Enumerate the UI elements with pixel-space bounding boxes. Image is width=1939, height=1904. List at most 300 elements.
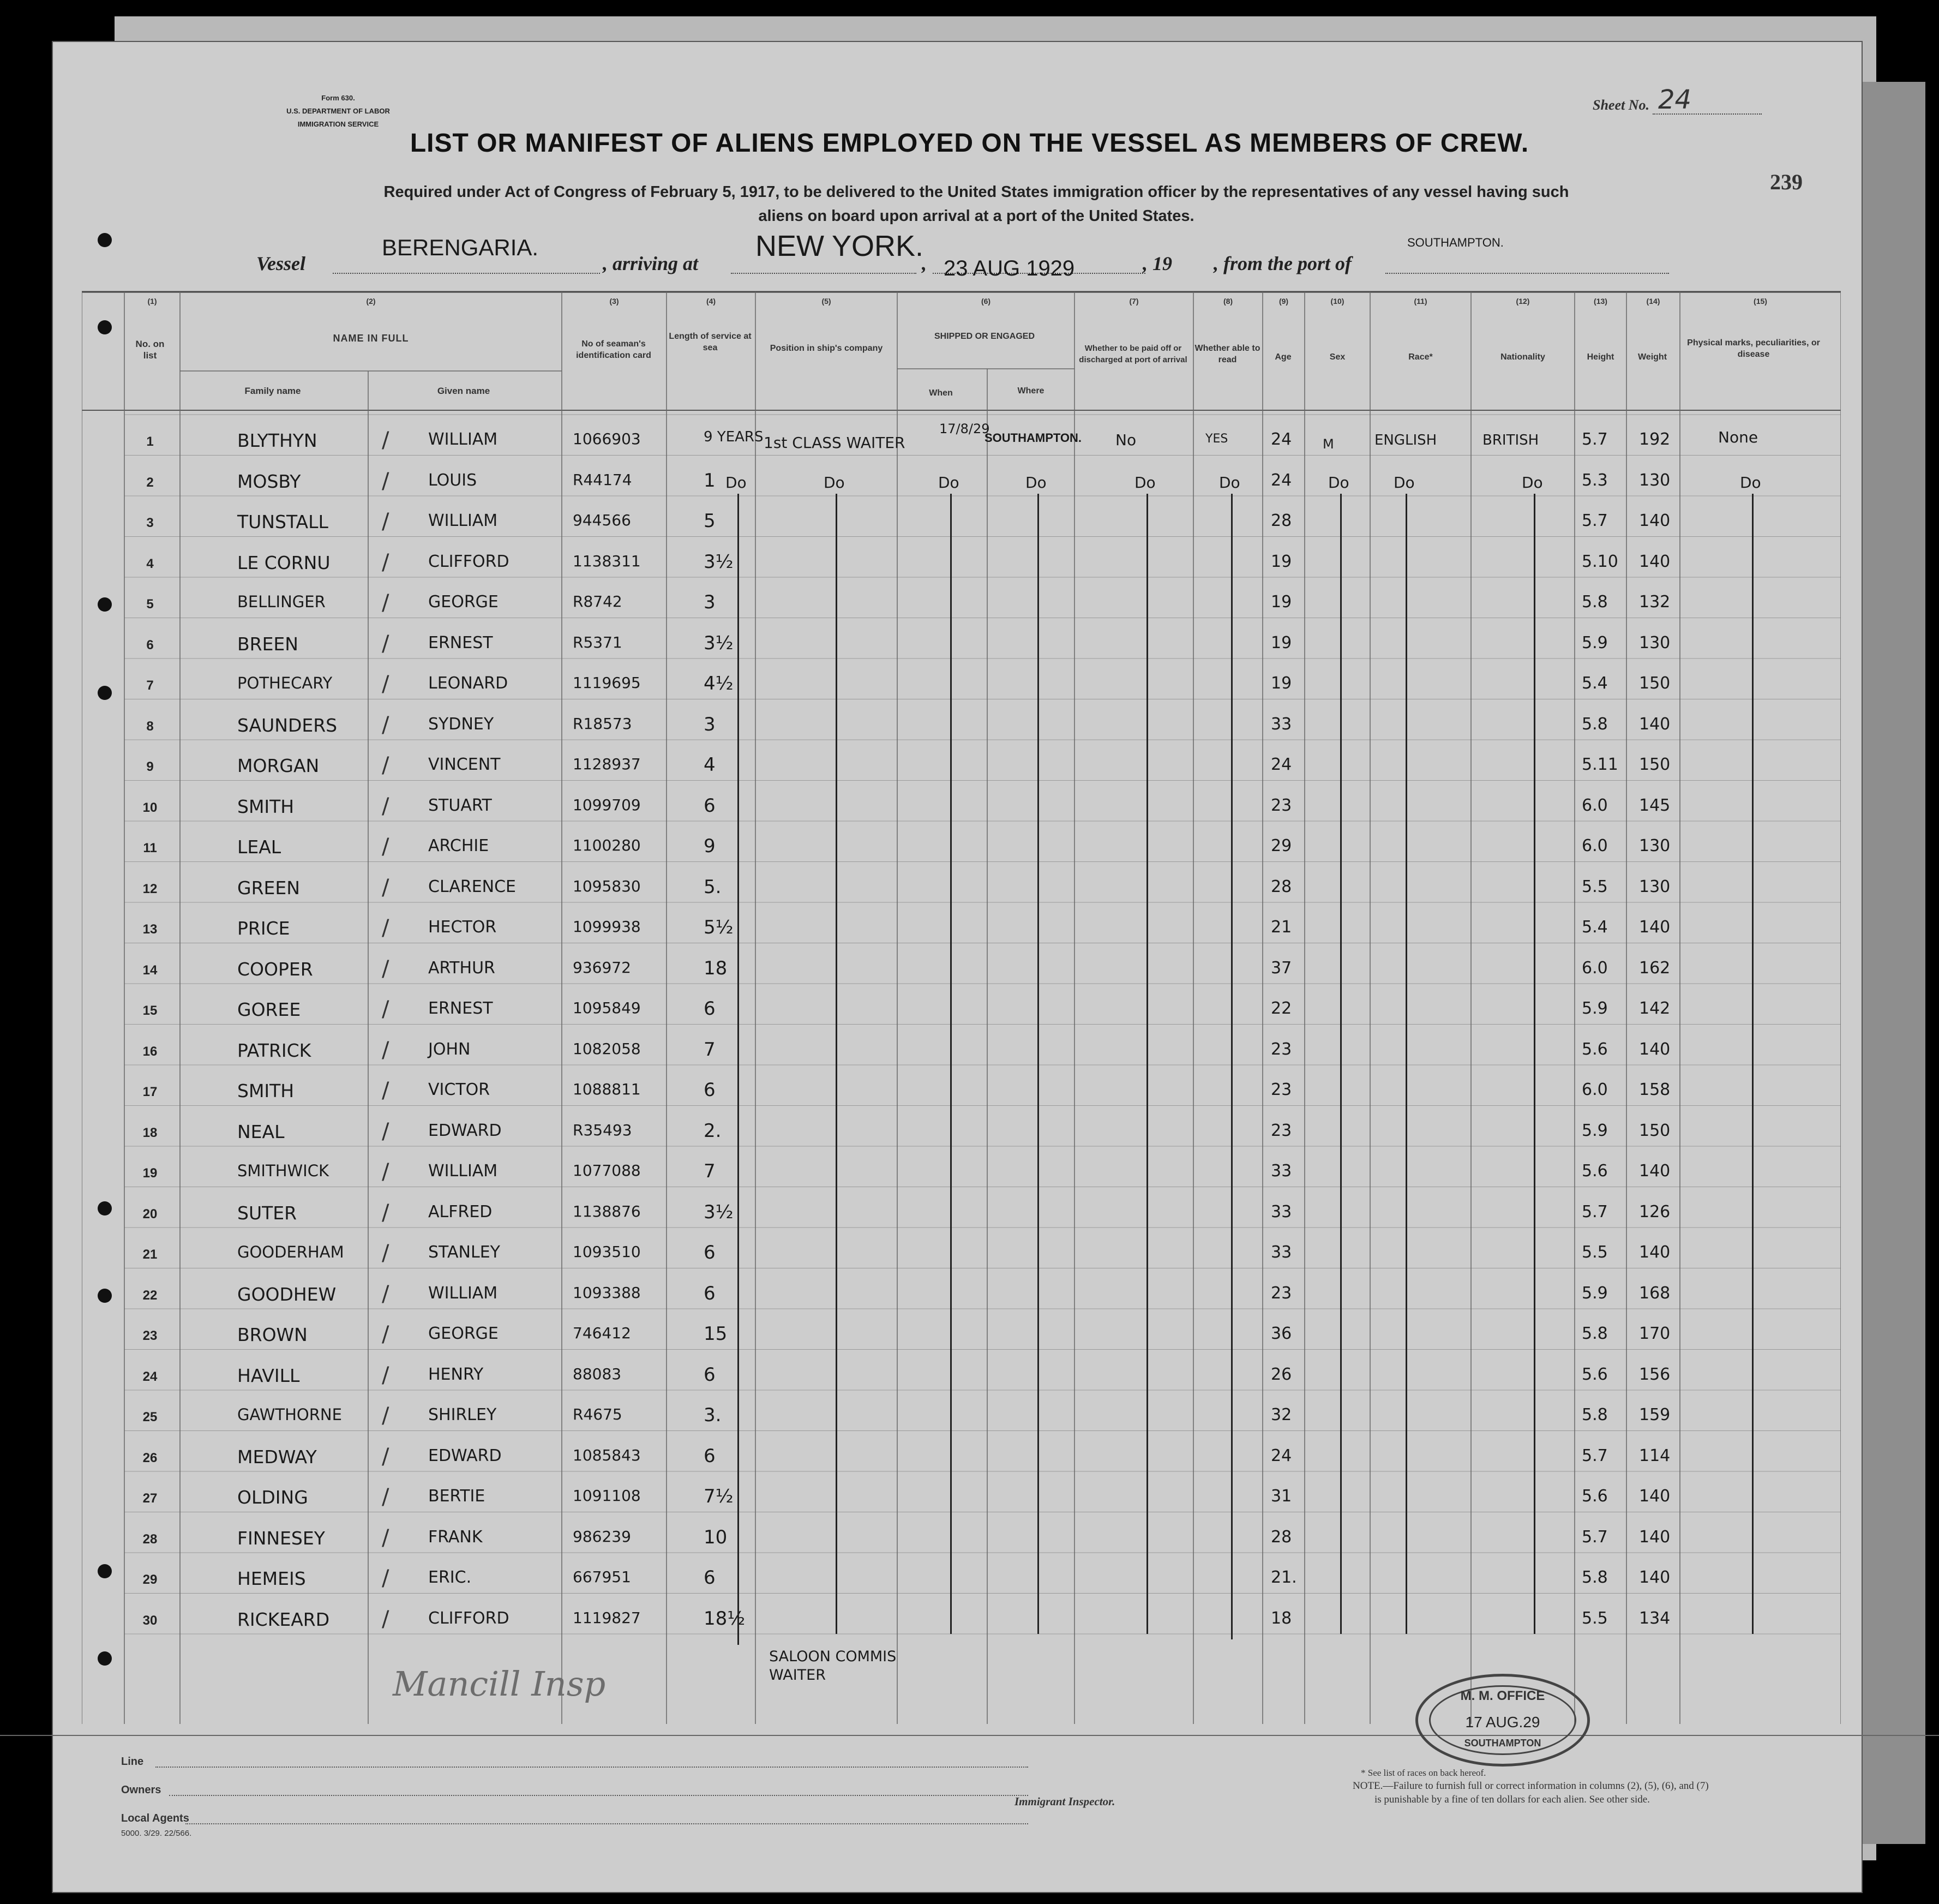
- ditto-mark: Do: [1740, 474, 1761, 492]
- weight: 130: [1639, 877, 1671, 896]
- given-name: VINCENT: [428, 755, 501, 774]
- weight: 130: [1639, 836, 1671, 855]
- length-of-service: 6: [704, 1445, 716, 1467]
- given-name: ERIC.: [428, 1568, 472, 1587]
- height: 5.8: [1582, 1405, 1608, 1424]
- length-of-service: 6: [704, 1079, 716, 1101]
- row-number: 30: [142, 1613, 158, 1628]
- weight: 168: [1639, 1283, 1671, 1303]
- family-name: COOPER: [237, 958, 313, 980]
- weight: 145: [1639, 795, 1671, 815]
- col-header-no-on-list: No. on list: [135, 339, 165, 361]
- row-number: 24: [142, 1369, 158, 1384]
- given-name: BERTIE: [428, 1487, 485, 1506]
- length-of-service: 6: [704, 998, 716, 1020]
- weight: 150: [1639, 755, 1671, 774]
- given-name: ARTHUR: [428, 958, 495, 978]
- age: 23: [1271, 1121, 1292, 1140]
- subtitle-line-1: Required under Act of Congress of February 5, 1917, to be delivered to the United States immigration officer by the representatives of any vessel having such: [383, 183, 1569, 201]
- page-number: 239: [1770, 170, 1803, 194]
- age: 24: [1271, 1446, 1292, 1465]
- row1-physical: None: [1718, 428, 1758, 446]
- check-mark: /: [382, 590, 389, 615]
- ditto-stroke: [1146, 494, 1148, 1634]
- age: 19: [1271, 552, 1292, 571]
- row1-position: 1st CLASS WAITER: [764, 434, 905, 452]
- row1-when: 17/8/29: [939, 421, 990, 436]
- height: 5.8: [1582, 714, 1608, 734]
- sheet-number-label: Sheet No.: [1593, 97, 1649, 113]
- family-name: BROWN: [237, 1324, 308, 1345]
- ditto-stroke: [836, 494, 837, 1634]
- footer-note-line-2: is punishable by a fine of ten dollars for each alien. See other side.: [1374, 1794, 1650, 1805]
- vessel-value: BERENGARIA.: [382, 235, 539, 260]
- weight: 130: [1639, 470, 1671, 490]
- family-name: PATRICK: [237, 1039, 311, 1061]
- stamp-date: 17 AUG.29: [1465, 1714, 1540, 1731]
- id-card-number: 1099938: [573, 918, 641, 936]
- row1-able-read: YES: [1205, 432, 1228, 446]
- family-name: SMITH: [237, 795, 295, 817]
- height: 5.7: [1582, 511, 1608, 530]
- col-header-family-name: Family name: [244, 386, 301, 396]
- length-of-service: 5: [704, 510, 716, 532]
- id-card-number: R18573: [573, 714, 632, 733]
- weight: 150: [1639, 674, 1671, 693]
- column-number: (1): [147, 297, 157, 306]
- given-name: GEORGE: [428, 592, 499, 612]
- subtitle-line-2: aliens on board upon arrival at a port of the United States.: [758, 207, 1194, 225]
- given-name: CLARENCE: [428, 877, 517, 896]
- col-header-nationality: Nationality: [1500, 352, 1545, 362]
- check-mark: /: [382, 631, 389, 656]
- given-name: FRANK: [428, 1527, 483, 1547]
- footer-line-underline: [155, 1767, 1028, 1768]
- height: 5.9: [1582, 999, 1608, 1018]
- given-name: WILLIAM: [428, 1161, 498, 1181]
- binder-hole: [98, 233, 112, 247]
- given-name: WILLIAM: [428, 430, 498, 449]
- footer-local-agents-label: Local Agents: [121, 1812, 189, 1824]
- id-card-number: R8742: [573, 592, 622, 610]
- check-mark: /: [382, 875, 389, 900]
- column-number: (8): [1223, 297, 1233, 306]
- check-mark: /: [382, 1118, 389, 1144]
- check-mark: /: [382, 672, 389, 697]
- family-name: MOSBY: [237, 470, 301, 492]
- height: 5.9: [1582, 633, 1608, 652]
- row-number: 22: [142, 1288, 158, 1303]
- height: 5.7: [1582, 1446, 1608, 1465]
- age: 33: [1271, 1202, 1292, 1222]
- family-name: FINNESEY: [237, 1527, 325, 1549]
- length-of-service: 4: [704, 754, 716, 776]
- ditto-stroke: [1406, 494, 1407, 1634]
- age: 26: [1271, 1364, 1292, 1384]
- family-name: SMITH: [237, 1080, 295, 1101]
- age: 22: [1271, 999, 1292, 1018]
- row-number: 13: [142, 922, 158, 937]
- height: 5.5: [1582, 1608, 1608, 1628]
- check-mark: /: [382, 1078, 389, 1103]
- row-number: 28: [142, 1531, 158, 1547]
- check-mark: /: [382, 1281, 389, 1307]
- height: 5.6: [1582, 1364, 1608, 1384]
- row-number: 17: [142, 1085, 158, 1099]
- footer-owners-label: Owners: [121, 1784, 161, 1796]
- given-name: STUART: [428, 795, 492, 815]
- length-of-service: 3.: [704, 1404, 722, 1426]
- height: 5.6: [1582, 1487, 1608, 1506]
- given-name: STANLEY: [428, 1243, 500, 1262]
- check-mark: /: [382, 753, 389, 778]
- vessel-label: Vessel: [256, 253, 305, 274]
- length-of-service: 6: [704, 1363, 716, 1386]
- id-card-number: R35493: [573, 1121, 632, 1139]
- weight: 140: [1639, 1527, 1671, 1547]
- family-name: HAVILL: [237, 1364, 300, 1386]
- id-card-number: 88083: [573, 1364, 622, 1383]
- check-mark: /: [382, 956, 389, 981]
- height: 6.0: [1582, 1080, 1608, 1099]
- given-name: LOUIS: [428, 470, 477, 490]
- family-name: SMITHWICK: [237, 1161, 329, 1180]
- manifest-subtitle: [240, 180, 1713, 228]
- row-number: 21: [142, 1247, 158, 1262]
- row-number: 18: [142, 1125, 158, 1140]
- column-number: (4): [706, 297, 716, 306]
- stamp-office: M. M. OFFICE: [1460, 1689, 1545, 1703]
- check-mark: /: [382, 997, 389, 1022]
- ditto-mark: Do: [1219, 474, 1240, 492]
- height: 5.8: [1582, 1324, 1608, 1343]
- footer-rule: [0, 1735, 1939, 1736]
- col-header-sex: Sex: [1329, 352, 1346, 362]
- ditto-stroke: [737, 494, 739, 1645]
- row-number: 5: [146, 597, 154, 612]
- weight: 140: [1639, 552, 1671, 571]
- age: 37: [1271, 958, 1292, 978]
- col-header-given-name: Given name: [437, 386, 490, 396]
- given-name: ERNEST: [428, 999, 493, 1018]
- id-card-number: 1093388: [573, 1283, 641, 1302]
- footer-line-label: Line: [121, 1756, 144, 1768]
- family-name: MEDWAY: [237, 1446, 317, 1468]
- length-of-service: 3½: [704, 550, 734, 573]
- length-of-service: 6: [704, 1242, 716, 1264]
- height: 5.9: [1582, 1283, 1608, 1303]
- age: 24: [1271, 430, 1292, 449]
- column-number: (5): [821, 297, 831, 306]
- row-number: 20: [142, 1206, 158, 1222]
- given-name: EDWARD: [428, 1121, 502, 1140]
- age: 19: [1271, 592, 1292, 612]
- height: 5.10: [1582, 552, 1618, 571]
- row30-position: SALOON COMMIS WAITER: [769, 1648, 897, 1684]
- age: 23: [1271, 1283, 1292, 1303]
- arrival-date-stamp: 23 AUG 1929: [944, 256, 1075, 280]
- manifest-grid: [82, 289, 1841, 1724]
- family-name: GOODHEW: [237, 1283, 337, 1305]
- column-number: (2): [366, 297, 376, 306]
- row-number: 29: [142, 1572, 158, 1587]
- weight: 130: [1639, 633, 1671, 652]
- check-mark: /: [382, 1566, 389, 1591]
- check-mark: /: [382, 1403, 389, 1428]
- column-number: (7): [1129, 297, 1139, 306]
- given-name: EDWARD: [428, 1446, 502, 1465]
- vessel-underline: [333, 273, 600, 274]
- id-card-number: 1082058: [573, 1039, 641, 1058]
- row-number: 25: [142, 1410, 158, 1424]
- id-card-number: 1077088: [573, 1161, 641, 1179]
- weight: 140: [1639, 918, 1671, 937]
- id-card-number: 1138876: [573, 1202, 641, 1220]
- age: 24: [1271, 755, 1292, 774]
- weight: 192: [1639, 430, 1671, 449]
- weight: 159: [1639, 1405, 1671, 1424]
- row1-paid-off: No: [1115, 431, 1137, 449]
- service-label: IMMIGRATION SERVICE: [297, 120, 379, 128]
- form-number: Form 630.: [321, 94, 355, 102]
- ditto-mark: Do: [1522, 474, 1543, 492]
- id-card-number: 1091108: [573, 1487, 641, 1505]
- length-of-service: 7: [704, 1038, 716, 1061]
- ditto-mark: Do: [824, 474, 845, 492]
- given-name: CLIFFORD: [428, 552, 509, 571]
- ditto-stroke: [1534, 494, 1535, 1634]
- ditto-stroke: [1037, 494, 1039, 1634]
- height: 5.3: [1582, 470, 1608, 490]
- row1-where: SOUTHAMPTON.: [984, 431, 1082, 445]
- footer-local-agents-underline: [185, 1823, 1028, 1824]
- length-of-service: 5.: [704, 876, 722, 898]
- weight: 140: [1639, 511, 1671, 530]
- column-number: (9): [1278, 297, 1289, 306]
- check-mark: /: [382, 549, 389, 575]
- row-number: 4: [146, 556, 154, 571]
- check-mark: /: [382, 1159, 389, 1184]
- height: 5.9: [1582, 1121, 1608, 1140]
- id-card-number: 667951: [573, 1568, 631, 1586]
- id-card-number: 1095849: [573, 999, 641, 1017]
- check-mark: /: [382, 1362, 389, 1388]
- check-mark: /: [382, 1444, 389, 1469]
- age: 23: [1271, 795, 1292, 815]
- family-name: TUNSTALL: [237, 511, 328, 532]
- id-card-number: 1099709: [573, 795, 641, 814]
- footer-owners-underline: [169, 1795, 1028, 1796]
- col-header-age: Age: [1275, 352, 1292, 362]
- row-number: 3: [146, 516, 154, 530]
- family-name: GOODERHAM: [237, 1243, 344, 1261]
- length-of-service: 6: [704, 1282, 716, 1304]
- row-number: 1: [146, 434, 154, 449]
- id-card-number: 944566: [573, 511, 631, 529]
- given-name: ARCHIE: [428, 836, 489, 855]
- id-card-number: 1100280: [573, 836, 641, 854]
- row1-nationality: BRITISH: [1482, 432, 1539, 448]
- id-card-number: 1085843: [573, 1446, 641, 1464]
- age: 19: [1271, 674, 1292, 693]
- ditto-stroke: [1340, 494, 1342, 1634]
- length-of-service: 4½: [704, 673, 734, 694]
- height: 5.4: [1582, 918, 1608, 937]
- from-port-underline: [1385, 273, 1669, 274]
- length-of-service: 18½: [704, 1607, 746, 1630]
- ditto-stroke: [1231, 494, 1233, 1639]
- inspector-signature: Mancill Insp: [393, 1664, 606, 1704]
- ditto-mark: Do: [938, 474, 959, 492]
- weight: 162: [1639, 958, 1671, 978]
- age: 19: [1271, 633, 1292, 652]
- age: 33: [1271, 714, 1292, 734]
- col-header-position: Position in ship's company: [770, 344, 883, 353]
- weight: 156: [1639, 1364, 1671, 1384]
- ditto-stroke: [950, 494, 952, 1634]
- weight: 140: [1639, 1568, 1671, 1587]
- weight: 134: [1639, 1608, 1671, 1628]
- family-name: GREEN: [237, 877, 300, 899]
- height: 6.0: [1582, 795, 1608, 815]
- id-card-number: 1088811: [573, 1080, 641, 1098]
- row-number: 7: [146, 678, 154, 693]
- column-number: (12): [1516, 297, 1530, 306]
- row-number: 14: [142, 962, 158, 978]
- family-name: GOREE: [237, 999, 301, 1020]
- given-name: SHIRLEY: [428, 1405, 497, 1424]
- length-of-service: 9 YEARS: [704, 429, 764, 445]
- id-card-number: 1128937: [573, 755, 641, 773]
- given-name: JOHN: [428, 1039, 471, 1059]
- age: 23: [1271, 1080, 1292, 1099]
- family-name: BLYTHYN: [237, 430, 317, 451]
- column-number: (6): [981, 297, 991, 306]
- given-name: ALFRED: [428, 1202, 493, 1222]
- row-number: 10: [142, 800, 158, 815]
- column-number: (3): [609, 297, 619, 306]
- check-mark: /: [382, 712, 389, 738]
- weight: 126: [1639, 1202, 1671, 1222]
- given-name: HENRY: [428, 1364, 484, 1384]
- length-of-service: 9: [704, 835, 716, 857]
- length-of-service: 10: [704, 1526, 728, 1548]
- family-name: LE CORNU: [237, 552, 331, 573]
- height: 5.6: [1582, 1039, 1608, 1059]
- id-card-number: 936972: [573, 958, 631, 977]
- length-of-service: 2.: [704, 1119, 722, 1142]
- age: 28: [1271, 877, 1292, 896]
- age: 21.: [1271, 1568, 1297, 1587]
- check-mark: /: [382, 468, 389, 494]
- ditto-mark: Do: [1328, 474, 1349, 492]
- family-name: OLDING: [237, 1487, 308, 1508]
- column-number: (13): [1594, 297, 1607, 306]
- length-of-service: 1: [704, 469, 716, 492]
- from-port-value: SOUTHAMPTON.: [1407, 236, 1504, 249]
- length-of-service: 3½: [704, 632, 734, 654]
- arriving-label: , arriving at: [603, 253, 699, 274]
- footer-print-code: 5000. 3/29. 22/566.: [121, 1829, 192, 1838]
- height: 5.7: [1582, 430, 1608, 449]
- ditto-mark: Do: [1134, 474, 1156, 492]
- age: 36: [1271, 1324, 1292, 1343]
- row-number: 12: [142, 881, 158, 896]
- row-number: 15: [142, 1003, 158, 1018]
- column-number: (15): [1754, 297, 1767, 306]
- footer-note-line-1: NOTE.—Failure to furnish full or correct information in columns (2), (5), (6), and (7): [1353, 1780, 1709, 1792]
- age: 21: [1271, 918, 1292, 937]
- id-card-number: 1095830: [573, 877, 641, 895]
- weight: 140: [1639, 1487, 1671, 1506]
- age: 23: [1271, 1039, 1292, 1059]
- height: 5.8: [1582, 1568, 1608, 1587]
- sheet-number-value: 24: [1658, 85, 1692, 115]
- id-card-number: 1066903: [573, 430, 641, 448]
- given-name: VICTOR: [428, 1080, 490, 1099]
- weight: 140: [1639, 1039, 1671, 1059]
- id-card-number: 1119695: [573, 674, 641, 692]
- check-mark: /: [382, 1037, 389, 1063]
- col-header-height: Height: [1587, 352, 1614, 362]
- family-name: SUTER: [237, 1202, 297, 1224]
- ditto-mark: Do: [725, 474, 747, 492]
- col-header-name-in-full: NAME IN FULL: [333, 333, 409, 344]
- col-header-paid-off: Whether to be paid off or discharged at port of arrival: [1079, 344, 1187, 364]
- stamp-port: SOUTHAMPTON: [1464, 1738, 1541, 1749]
- length-of-service: 3½: [704, 1201, 734, 1223]
- weight: 140: [1639, 1161, 1671, 1181]
- weight: 140: [1639, 1243, 1671, 1262]
- age: 32: [1271, 1405, 1292, 1424]
- col-header-weight: Weight: [1637, 352, 1667, 362]
- family-name: BREEN: [237, 633, 298, 655]
- check-mark: /: [382, 509, 389, 534]
- col-header-id-card: No of seaman's identification card: [576, 339, 651, 360]
- col-header-length-service: Length of service at sea: [669, 332, 752, 352]
- given-name: HECTOR: [428, 918, 497, 937]
- column-number: (11): [1414, 297, 1427, 306]
- year-label: , 19: [1143, 253, 1172, 274]
- check-mark: /: [382, 834, 389, 859]
- family-name: BELLINGER: [237, 592, 326, 611]
- height: 5.6: [1582, 1161, 1608, 1181]
- col-header-able-read: Whether able to read: [1194, 344, 1260, 364]
- height: 6.0: [1582, 836, 1608, 855]
- footer-inspector-label: Immigrant Inspector.: [1014, 1795, 1115, 1808]
- row-number: 6: [146, 637, 154, 652]
- age: 18: [1271, 1608, 1292, 1628]
- weight: 132: [1639, 592, 1671, 612]
- check-mark: /: [382, 1606, 389, 1632]
- length-of-service: 15: [704, 1323, 728, 1345]
- length-of-service: 3: [704, 591, 716, 613]
- ditto-mark: Do: [1394, 474, 1415, 492]
- check-mark: /: [382, 1322, 389, 1347]
- ditto-mark: Do: [1025, 474, 1047, 492]
- length-of-service: 6: [704, 1567, 716, 1589]
- length-of-service: 3: [704, 713, 716, 735]
- weight: 170: [1639, 1324, 1671, 1343]
- col-header-shipped: SHIPPED OR ENGAGED: [934, 332, 1035, 341]
- given-name: GEORGE: [428, 1324, 499, 1343]
- row-number: 16: [142, 1044, 158, 1059]
- check-mark: /: [382, 1484, 389, 1510]
- from-port-label: , from the port of: [1214, 253, 1352, 274]
- weight: 150: [1639, 1121, 1671, 1140]
- length-of-service: 5½: [704, 917, 734, 938]
- id-card-number: R5371: [573, 633, 622, 651]
